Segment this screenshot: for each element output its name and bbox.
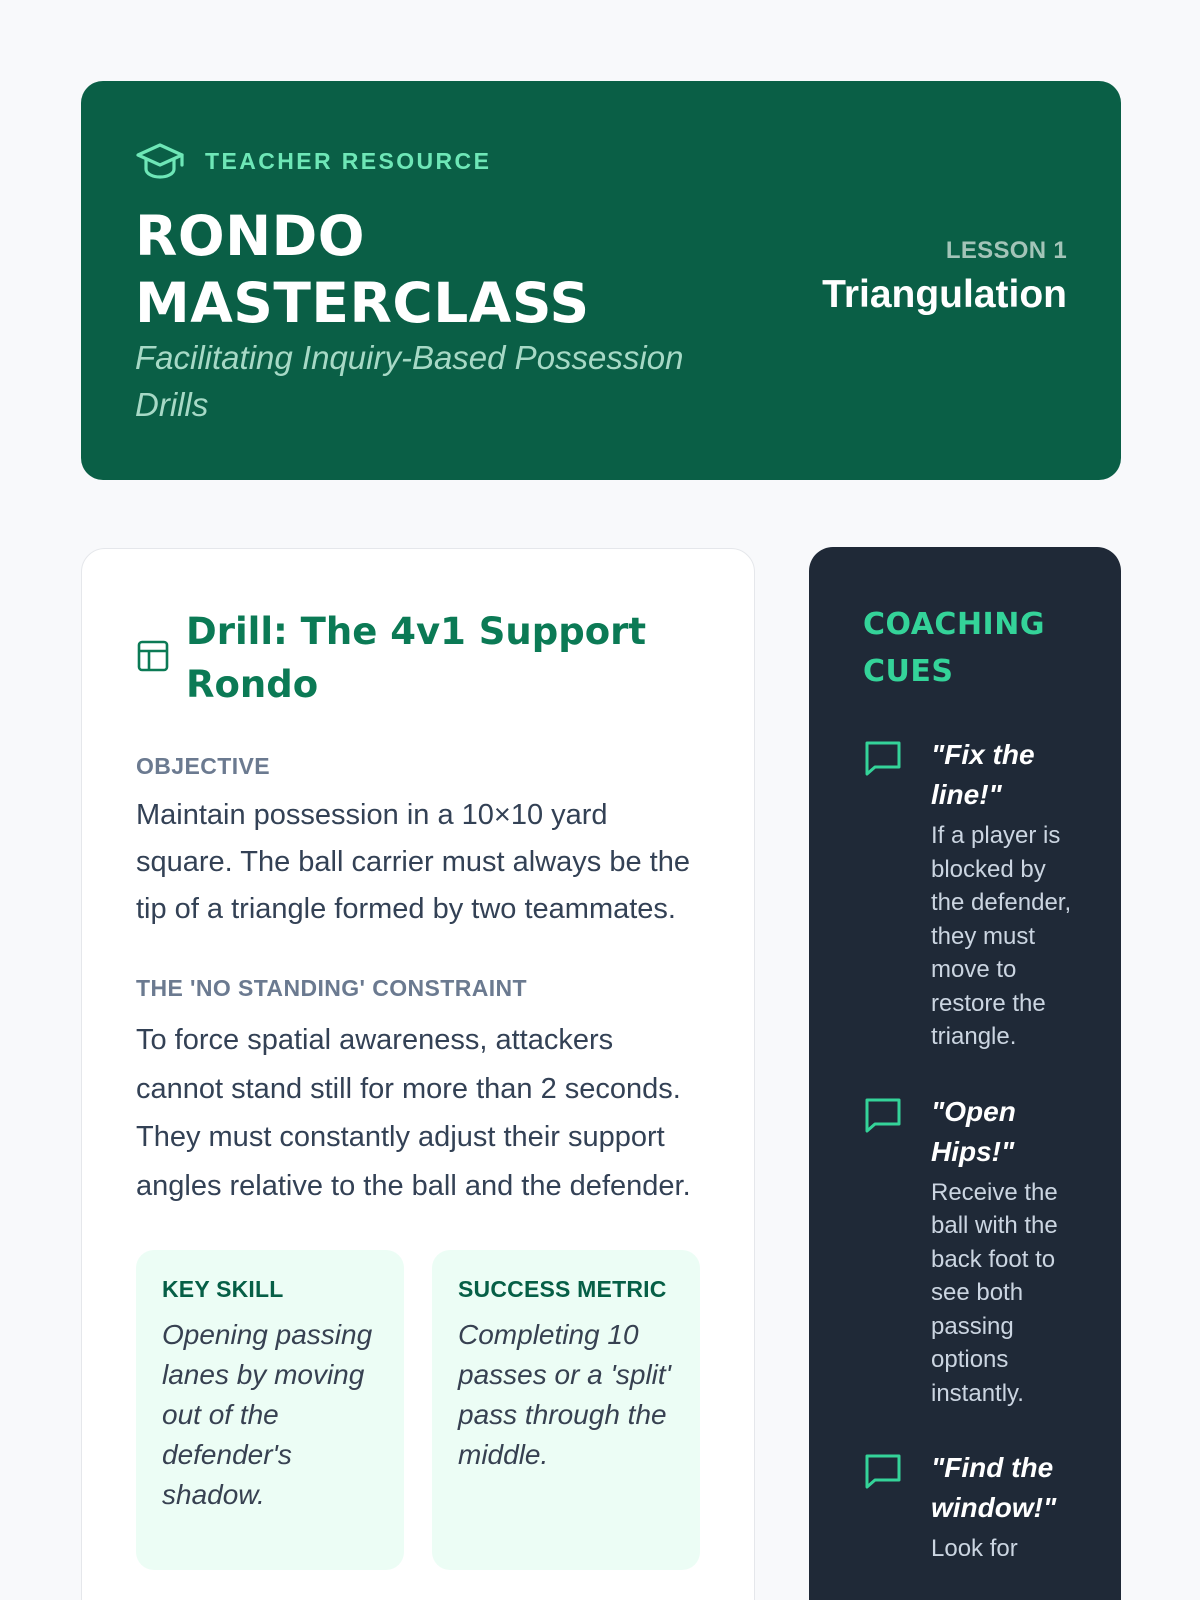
page-subtitle: Facilitating Inquiry-Based Possession Drills xyxy=(135,339,684,423)
coaching-cues-title: COACHING CUES xyxy=(863,607,1045,689)
cue-description: Look for xyxy=(931,1535,1018,1562)
constraint-label: THE 'NO STANDING' CONSTRAINT xyxy=(136,975,527,1001)
cue-title: "Fix the line!" xyxy=(931,739,1035,810)
message-square-icon xyxy=(863,1096,903,1136)
key-skill-label: KEY SKILL xyxy=(162,1276,284,1302)
cue-item xyxy=(863,1092,1083,1411)
cue-item xyxy=(863,1448,1083,1566)
lesson-number: LESSON 1 xyxy=(945,237,1067,264)
layout-icon xyxy=(136,639,170,678)
cue-description: If a player is blocked by the defender, they must move to restore the triangle. xyxy=(931,822,1072,1050)
objective-text: Maintain possession in a 10×10 yard square. The ball carrier must always be the tip of a triangle formed by two teammates. xyxy=(136,799,690,925)
drill-card xyxy=(81,548,755,1600)
drill-header xyxy=(136,605,700,711)
success-metric-text: Completing 10 passes or a 'split' pass through the middle. xyxy=(458,1319,672,1470)
message-square-icon xyxy=(863,1452,903,1492)
cue-item xyxy=(863,735,1083,1054)
eyebrow-label: TEACHER RESOURCE xyxy=(205,147,492,174)
graduation-cap-icon xyxy=(135,141,185,181)
cue-description: Receive the ball with the back foot to see both passing options instantly. xyxy=(931,1178,1058,1407)
lesson-name: Triangulation xyxy=(822,273,1067,316)
success-metric-label: SUCCESS METRIC xyxy=(458,1276,667,1302)
lesson-badge xyxy=(822,237,1067,317)
success-metric-box xyxy=(432,1250,700,1570)
page-title: RONDO MASTERCLASS xyxy=(135,204,590,335)
key-skill-box xyxy=(136,1250,404,1570)
constraint-text: To force spatial awareness, attackers cannot stand still for more than 2 seconds. They must constantly adjust their support angles relative to the ball and the defender. xyxy=(136,1024,691,1202)
header-banner xyxy=(81,81,1121,480)
coaching-cues-panel xyxy=(809,547,1121,1600)
metric-row xyxy=(136,1250,700,1570)
cue-title: "Open Hips!" xyxy=(931,1095,1016,1167)
cue-title: "Find the window!" xyxy=(931,1452,1057,1523)
message-square-icon xyxy=(863,739,903,779)
eyebrow xyxy=(135,141,491,181)
drill-title: Drill: The 4v1 Support Rondo xyxy=(186,610,647,706)
key-skill-text: Opening passing lanes by moving out of the defender's shadow. xyxy=(162,1319,373,1510)
objective-label: OBJECTIVE xyxy=(136,753,270,779)
